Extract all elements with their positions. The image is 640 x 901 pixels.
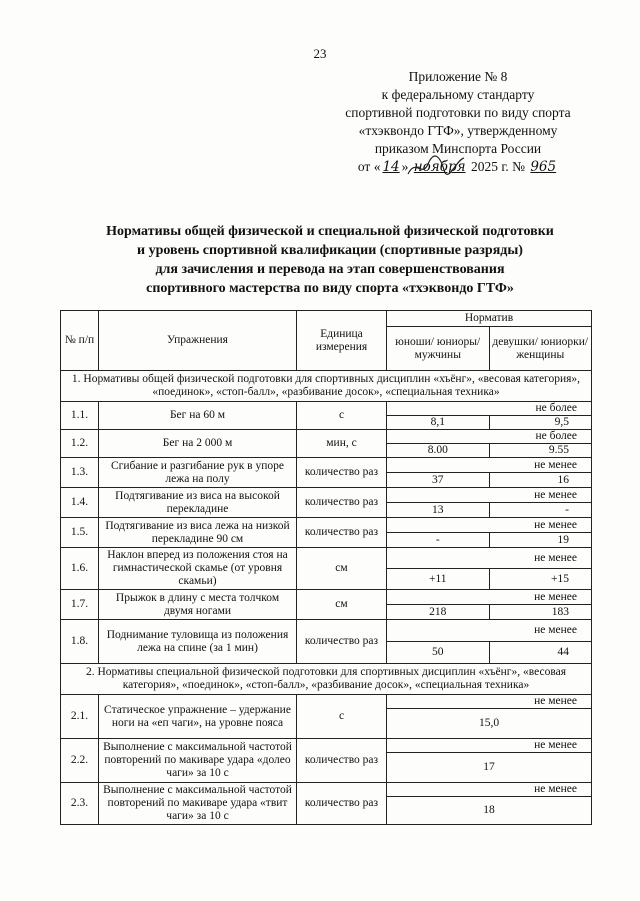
value-boys: 8.00 xyxy=(387,444,490,458)
value-common: 15,0 xyxy=(387,709,592,739)
value-girls: 9.55 xyxy=(489,444,592,458)
title-line: спортивного мастерства по виду спорта «тхэквондо ГТФ» xyxy=(146,281,514,296)
row-condition: не менее xyxy=(387,488,592,503)
row-condition: не менее xyxy=(387,783,592,797)
row-exercise: Бег на 60 м xyxy=(99,402,297,430)
row-exercise: Поднимание туловища из положения лежа на спине (за 1 мин) xyxy=(99,620,297,664)
row-condition: не менее xyxy=(387,695,592,709)
row-number: 2.3. xyxy=(61,783,99,825)
row-condition: не менее xyxy=(387,590,592,605)
annex-block xyxy=(328,68,588,176)
table-row xyxy=(61,402,592,416)
table-row xyxy=(61,488,592,503)
row-unit: количество раз xyxy=(297,488,387,518)
value-girls: - xyxy=(489,503,592,518)
row-exercise: Подтягивание из виса на высокой перекладине xyxy=(99,488,297,518)
header-boys: юноши/ юниоры/ мужчины xyxy=(387,327,490,371)
row-condition: не более xyxy=(387,430,592,444)
table-row xyxy=(61,590,592,605)
row-unit: с xyxy=(297,402,387,430)
annex-title: Приложение № 8 xyxy=(408,69,508,84)
value-girls: +15 xyxy=(489,569,592,590)
row-condition: не менее xyxy=(387,518,592,533)
row-unit: количество раз xyxy=(297,739,387,783)
row-number: 1.7. xyxy=(61,590,99,620)
value-girls: 44 xyxy=(489,642,592,664)
row-number: 1.1. xyxy=(61,402,99,430)
title-line: для зачисления и перевода на этап совершенствования xyxy=(155,262,505,277)
table-row xyxy=(61,458,592,473)
value-boys: 13 xyxy=(387,503,490,518)
title-line: и уровень спортивной квалификации (спортивные разряды) xyxy=(137,243,523,258)
value-boys: 50 xyxy=(387,642,490,664)
table-row xyxy=(61,548,592,569)
row-number: 2.1. xyxy=(61,695,99,739)
handwritten-number: 965 xyxy=(530,159,557,175)
header-norm: Норматив xyxy=(387,311,592,327)
row-number: 1.6. xyxy=(61,548,99,590)
value-girls: 19 xyxy=(489,533,592,548)
value-common: 17 xyxy=(387,753,592,783)
row-unit: количество раз xyxy=(297,458,387,488)
annex-line: «тхэквондо ГТФ», утвержденному xyxy=(358,123,558,138)
annex-date-line xyxy=(328,158,588,176)
row-unit: см xyxy=(297,548,387,590)
handwritten-day: 14 xyxy=(382,159,400,175)
norms-table xyxy=(60,310,592,825)
row-condition: не менее xyxy=(387,458,592,473)
table-row xyxy=(61,518,592,533)
section-2-rows xyxy=(61,695,592,825)
section-1-rows xyxy=(61,402,592,664)
row-exercise: Прыжок в длину с места толчком двумя ногами xyxy=(99,590,297,620)
row-exercise: Наклон вперед из положения стоя на гимнастической скамье (от уровня скамьи) xyxy=(99,548,297,590)
row-exercise: Сгибание и разгибание рук в упоре лежа на полу xyxy=(99,458,297,488)
value-girls: 183 xyxy=(489,605,592,620)
header-num: № п/п xyxy=(61,311,99,371)
row-unit: с xyxy=(297,695,387,739)
row-exercise: Подтягивание из виса лежа на низкой перекладине 90 см xyxy=(99,518,297,548)
row-exercise: Выполнение с максимальной частотой повторений по макиваре удара «твит чаги» за 10 с xyxy=(99,783,297,825)
row-condition: не менее xyxy=(387,620,592,642)
row-number: 1.3. xyxy=(61,458,99,488)
date-year: 2025 г. № xyxy=(470,159,525,174)
value-boys: +11 xyxy=(387,569,490,590)
row-unit: см xyxy=(297,590,387,620)
table-row xyxy=(61,620,592,642)
section-2-heading: 2. Нормативы специальной физической подготовки для спортивных дисциплин «хъёнг», «весовая категория», «поединок», «стоп-балл», «разбивание досок», «специальная техника» xyxy=(61,664,592,695)
row-number: 1.2. xyxy=(61,430,99,458)
handwritten-month: ноября xyxy=(413,159,466,175)
signature-scribble-icon xyxy=(406,154,466,180)
annex-line: к федеральному стандарту xyxy=(381,87,535,102)
header-exercise: Упражнения xyxy=(99,311,297,371)
value-boys: 8,1 xyxy=(387,416,490,430)
row-number: 1.5. xyxy=(61,518,99,548)
value-boys: - xyxy=(387,533,490,548)
row-exercise: Статическое упражнение – удержание ноги на «еп чаги», на уровне пояса xyxy=(99,695,297,739)
table-row xyxy=(61,695,592,709)
section-1-heading: 1. Нормативы общей физической подготовки для спортивных дисциплин «хъёнг», «весовая категория», «поединок», «стоп-балл», «разбивание досок», «специальная техника» xyxy=(61,371,592,402)
annex-line: приказом Минспорта России xyxy=(374,141,542,156)
header-unit: Единица измерения xyxy=(297,311,387,371)
value-boys: 218 xyxy=(387,605,490,620)
value-girls: 9,5 xyxy=(489,416,592,430)
row-exercise: Выполнение с максимальной частотой повторений по макиваре удара «долео чаги» за 10 с xyxy=(99,739,297,783)
value-boys: 37 xyxy=(387,473,490,488)
header-girls: девушки/ юниорки/ женщины xyxy=(489,327,592,371)
table-row xyxy=(61,430,592,444)
row-number: 1.8. xyxy=(61,620,99,664)
row-unit: количество раз xyxy=(297,620,387,664)
row-condition: не менее xyxy=(387,548,592,569)
table-row xyxy=(61,739,592,753)
title-line: Нормативы общей физической и специальной физической подготовки xyxy=(106,224,554,239)
row-number: 2.2. xyxy=(61,739,99,783)
row-number: 1.4. xyxy=(61,488,99,518)
row-condition: не менее xyxy=(387,739,592,753)
value-girls: 16 xyxy=(489,473,592,488)
row-unit: количество раз xyxy=(297,783,387,825)
document-title xyxy=(60,222,600,298)
row-exercise: Бег на 2 000 м xyxy=(99,430,297,458)
date-prefix: от « xyxy=(357,159,381,174)
value-common: 18 xyxy=(387,797,592,825)
page-number: 23 xyxy=(313,46,327,61)
row-unit: мин, с xyxy=(297,430,387,458)
row-condition: не более xyxy=(387,402,592,416)
table-row xyxy=(61,783,592,797)
row-unit: количество раз xyxy=(297,518,387,548)
annex-line: спортивной подготовки по виду спорта xyxy=(345,105,571,120)
date-mid: » xyxy=(401,159,409,174)
